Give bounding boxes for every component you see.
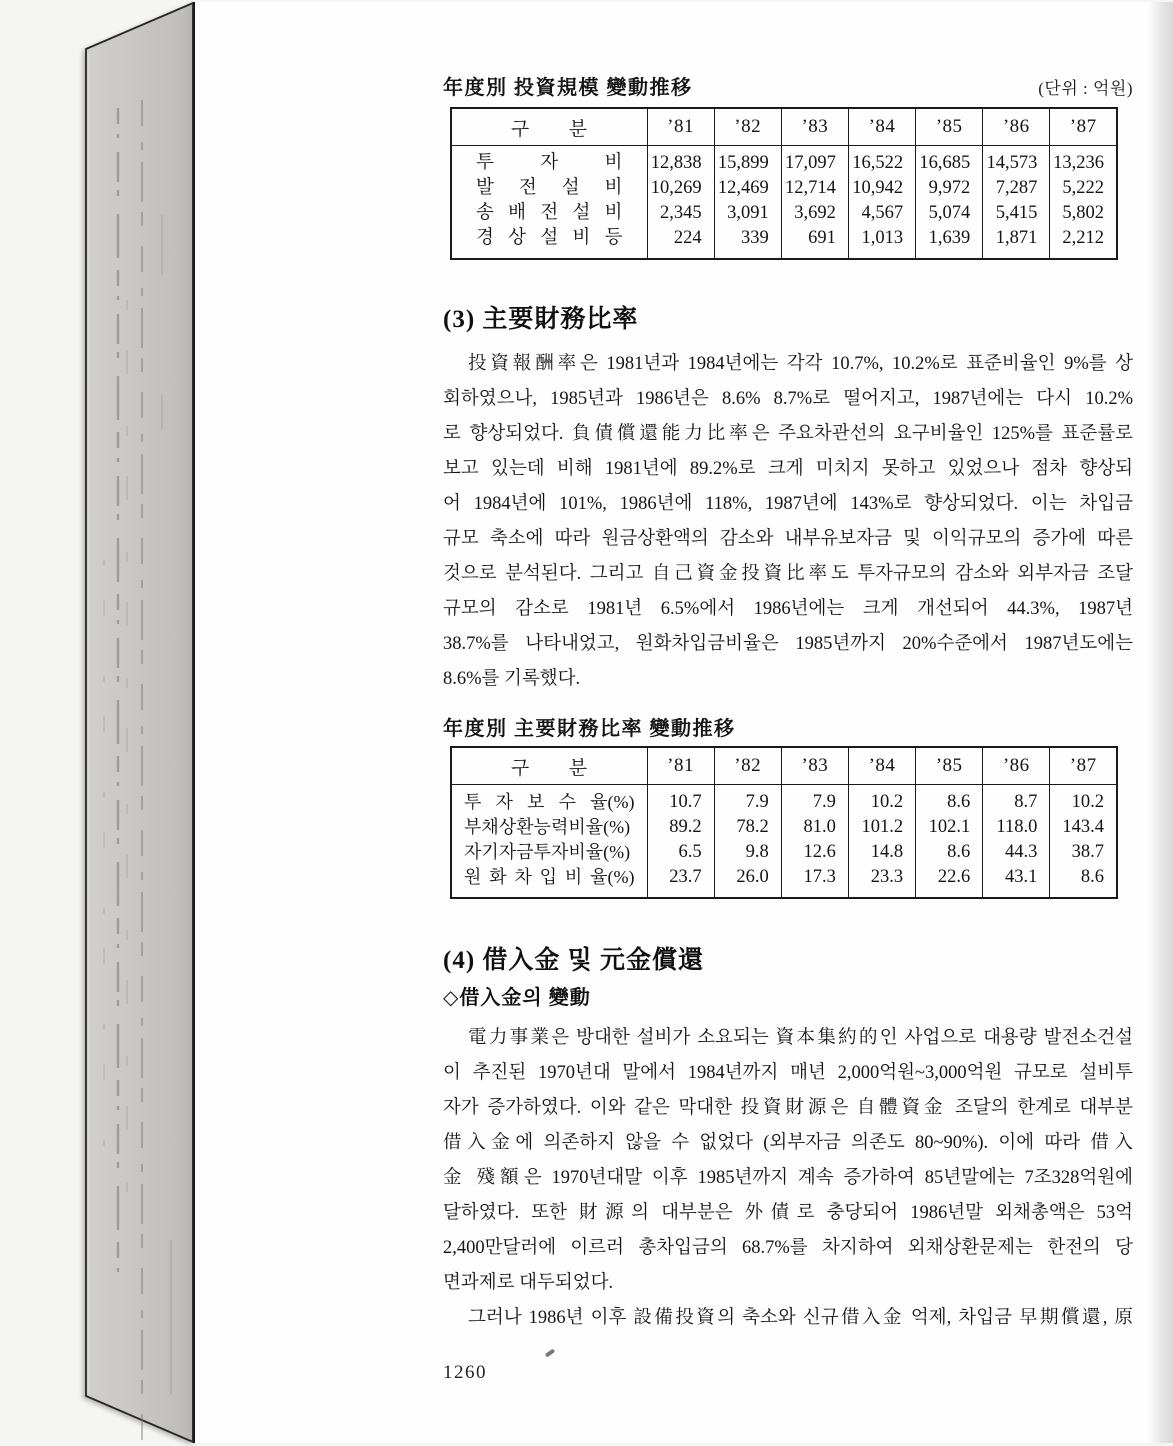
year-header: ’85 [916,108,983,146]
value-cell: 143.4 [1050,815,1117,840]
value-cell: 16,685 [916,146,983,177]
column-header: 구 분 [451,747,647,785]
year-header: ’83 [781,747,848,785]
value-cell: 224 [647,226,714,259]
value-cell: 5,222 [1050,176,1117,201]
value-cell: 17.3 [781,865,848,898]
value-cell: 4,567 [848,201,915,226]
text-line: 2,400만달러에 이르러 총차입금의 68.7%를 차지하여 외채상환문제는 한전의 당 [443,1238,1133,1258]
value-cell: 5,074 [916,201,983,226]
table-row [451,201,1117,226]
text-line: 어 1984년에 101%, 1986년에 118%, 1987년에 143%로 향상되었다. 이는 차입금 [443,494,1133,514]
text-line: 것으로 분석된다. 그리고 自己資金投資比率도 투자규모의 감소와 외부자금 조달 [443,564,1133,584]
year-header: ’87 [1050,747,1117,785]
value-cell: 691 [781,226,848,259]
book-page-stack-edge [0,0,210,1446]
row-label: 투 자 비 [476,153,623,173]
value-cell: 23.3 [848,865,915,898]
text-line: 이 추진된 1970년대 말에서 1984년까지 매년 2,000억원~3,000억원 규모로 설비투 [443,1063,1133,1083]
value-cell: 5,802 [1050,201,1117,226]
value-cell: 10,269 [647,176,714,201]
text-line: 投資報酬率은 1981년과 1984년에는 각각 10.7%, 10.2%로 표준비율인 9%를 상 [468,354,1133,374]
year-header: ’82 [714,747,781,785]
table-row [451,840,1117,865]
ratio-table-title: 年度別 主要財務比率 變動推移 [443,718,736,740]
row-label: 원 화 차 입 비 율(%) [464,867,635,887]
text-line: 借入金에 의존하지 않을 수 없었다 (외부자금 의존도 80~90%). 이에 따라 借入 [443,1133,1133,1153]
value-cell: 118.0 [983,815,1050,840]
value-cell: 89.2 [647,815,714,840]
value-cell: 9,972 [916,176,983,201]
value-cell: 16,522 [848,146,915,177]
investment-table-title: 年度別 投資規模 變動推移 [443,77,693,99]
section-4-heading: (4) 借入金 및 元金償還 [443,947,705,974]
row-label: 자기자금투자비율(%) [464,842,631,862]
text-line: 규모 축소에 따라 원금상환액의 감소와 내부유보자금 및 이익규모의 증가에 따른 [443,529,1133,549]
ratio-table-caption-row [443,717,1133,741]
year-header: ’81 [647,747,714,785]
value-cell: 43.1 [983,865,1050,898]
value-cell: 8.6 [916,840,983,865]
value-cell: 14.8 [848,840,915,865]
value-cell: 10,942 [848,176,915,201]
value-cell: 102.1 [916,815,983,840]
section-4-paragraph-2 [443,1301,1133,1336]
value-cell: 22.6 [916,865,983,898]
year-header: ’83 [781,108,848,146]
value-cell: 23.7 [647,865,714,898]
value-cell: 1,013 [848,226,915,259]
section-4-paragraph-1 [443,1021,1133,1301]
value-cell: 7.9 [714,785,781,816]
value-cell: 44.3 [983,840,1050,865]
row-label: 발 전 설 비 [476,178,623,198]
value-cell: 2,345 [647,201,714,226]
text-line: 회하였으나, 1985년과 1986년은 8.6% 8.7%로 떨어지고, 1987년에는 다시 10.2% [443,389,1133,409]
page [193,2,1173,1443]
data-table [450,746,1118,899]
value-cell: 8.7 [983,785,1050,816]
table-row [451,865,1117,898]
value-cell: 3,692 [781,201,848,226]
value-cell: 12.6 [781,840,848,865]
row-label: 투 자 보 수 율(%) [464,792,635,812]
text-line: 그러나 1986년 이후 設備投資의 축소와 신규借入金 억제, 차입금 早期償還, 原 [468,1308,1133,1328]
value-cell: 17,097 [781,146,848,177]
value-cell: 15,899 [714,146,781,177]
data-table [450,107,1118,260]
text-line: 자가 증가하였다. 이와 같은 막대한 投資財源은 自體資金 조달의 한계로 대부분 [443,1098,1133,1118]
table-row [451,176,1117,201]
value-cell: 1,871 [983,226,1050,259]
value-cell: 38.7 [1050,840,1117,865]
table-row [451,815,1117,840]
value-cell: 5,415 [983,201,1050,226]
value-cell: 78.2 [714,815,781,840]
text-line: 金 殘額은 1970년대말 이후 1985년까지 계속 증가하여 85년말에는 7조328억원에 [443,1168,1133,1188]
value-cell: 1,639 [916,226,983,259]
value-cell: 339 [714,226,781,259]
year-header: ’86 [983,108,1050,146]
section-3-heading: (3) 主要財務比率 [443,306,639,333]
page-edge-shadow [1148,2,1173,1443]
text-line: 8.6%를 기록했다. [443,669,581,689]
value-cell: 6.5 [647,840,714,865]
text-line: 규모의 감소로 1981년 6.5%에서 1986년에는 크게 개선되어 44.3%, 1987년 [443,599,1133,619]
page-content [443,76,1133,1384]
text-line: 電力事業은 방대한 설비가 소요되는 資本集約的인 사업으로 대용량 발전소건설 [468,1028,1133,1048]
unit-note: (단위 : 억원) [1038,79,1133,98]
value-cell: 9.8 [714,840,781,865]
year-header: ’86 [983,747,1050,785]
value-cell: 7.9 [781,785,848,816]
value-cell: 12,469 [714,176,781,201]
text-line: 보고 있는데 비해 1981년에 89.2%로 크게 미치지 못하고 있었으나 점차 향상되 [443,459,1133,479]
value-cell: 101.2 [848,815,915,840]
value-cell: 12,838 [647,146,714,177]
table-row [451,226,1117,259]
value-cell: 10.7 [647,785,714,816]
value-cell: 12,714 [781,176,848,201]
value-cell: 2,212 [1050,226,1117,259]
table-row [451,785,1117,816]
value-cell: 14,573 [983,146,1050,177]
text-line: 38.7%를 나타내었고, 원화차입금비율은 1985년까지 20%수준에서 1987년도에는 [443,634,1133,654]
column-header: 구 분 [451,108,647,146]
value-cell: 8.6 [916,785,983,816]
row-label: 부채상환능력비율(%) [464,817,631,837]
page-stack-side [86,3,193,1442]
value-cell: 10.2 [848,785,915,816]
text-line: 면과제로 대두되었다. [443,1273,614,1293]
value-cell: 7,287 [983,176,1050,201]
year-header: ’85 [916,747,983,785]
value-cell: 26.0 [714,865,781,898]
section-3-paragraph [443,347,1133,697]
text-line: 로 향상되었다. 負債償還能力比率은 주요차관선의 요구비율인 125%를 표준률로 [443,424,1133,444]
year-header: ’84 [848,108,915,146]
value-cell: 10.2 [1050,785,1117,816]
section-4-subheading: ◇借入金의 變動 [443,987,591,1009]
table-row [451,146,1117,177]
year-header: ’82 [714,108,781,146]
row-label: 송 배 전 설 비 [476,203,623,223]
year-header: ’84 [848,747,915,785]
investment-table [443,107,1133,260]
value-cell: 3,091 [714,201,781,226]
value-cell: 81.0 [781,815,848,840]
text-line: 달하였다. 또한 財源의 대부분은 外債로 충당되어 1986년말 외채총액은 53억 [443,1203,1133,1223]
investment-table-caption-row [443,76,1133,101]
value-cell: 13,236 [1050,146,1117,177]
row-label: 경 상 설 비 등 [476,228,623,248]
year-header: ’81 [647,108,714,146]
year-header: ’87 [1050,108,1117,146]
ratio-table [443,746,1133,899]
page-number: 1260 [443,1362,487,1383]
value-cell: 8.6 [1050,865,1117,898]
